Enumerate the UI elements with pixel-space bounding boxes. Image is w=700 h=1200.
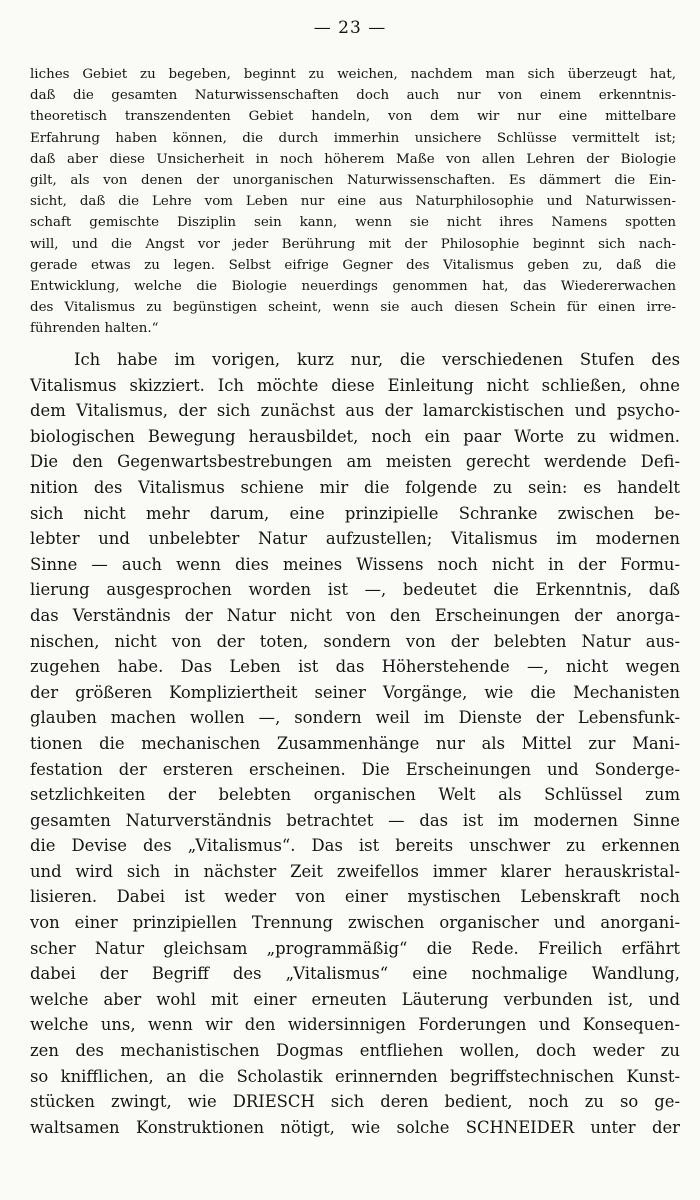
body-line: Die den Gegenwartsbestrebungen am meisten gerecht werdende Defi-	[30, 452, 680, 472]
body-line: zugehen habe. Das Leben ist das Höherstehende —, nicht wegen	[30, 657, 680, 677]
body-line: welche aber wohl mit einer erneuten Läuterung verbunden ist, und	[30, 989, 680, 1009]
quote-line: Entwicklung, welche die Biologie neuerdings genommen hat, das Wiedererwachen	[30, 278, 676, 294]
quote-line: gerade etwas zu legen. Selbst eifrige Gegner des Vitalismus geben zu, daß die	[30, 257, 676, 273]
quote-line: führenden halten.“	[30, 321, 159, 337]
body-line: zen des mechanistischen Dogmas entfliehen wollen, doch weder zu	[30, 1041, 680, 1061]
body-line: so knifflichen, an die Scholastik erinnernden begriffstechnischen Kunst-	[30, 1066, 680, 1086]
body-line: lierung ausgesprochen worden ist —, bedeutet die Erkenntnis, daß	[30, 580, 680, 600]
body-line: das Verständnis der Natur nicht von den Erscheinungen der anorga-	[30, 605, 680, 625]
body-line: der größeren Kompliziertheit seiner Vorgänge, wie die Mechanisten	[30, 682, 680, 702]
page-number: — 23 —	[313, 18, 387, 38]
quote-line: daß die gesamten Naturwissenschaften doch auch nur von einem erkenntnis-	[30, 88, 676, 104]
body-line: stücken zwingt, wie DRIESCH sich deren bedient, noch zu so ge-	[30, 1092, 680, 1112]
body-line: lisieren. Dabei ist weder von einer mystischen Lebenskraft noch	[30, 887, 680, 907]
quote-line: des Vitalismus zu begünstigen scheint, wenn sie auch diesen Schein für einen irre-	[30, 300, 676, 316]
body-line: Vitalismus skizziert. Ich möchte diese Einleitung nicht schließen, ohne	[30, 375, 680, 395]
body-line: tionen die mechanischen Zusammenhänge nur als Mittel zur Mani-	[30, 733, 680, 753]
body-line: und wird sich in nächster Zeit zweifellos immer klarer herauskristal-	[30, 861, 680, 881]
quote-line: gilt, als von denen der unorganischen Naturwissenschaften. Es dämmert die Ein-	[30, 172, 676, 188]
body-line: dem Vitalismus, der sich zunächst aus der lamarckistischen und psycho-	[30, 401, 680, 421]
body-line: nition des Vitalismus schiene mir die folgende zu sein: es handelt	[30, 477, 680, 497]
body-line: von einer prinzipiellen Trennung zwischen organischer und anorgani-	[30, 913, 680, 933]
body-line: dabei der Begriff des „Vitalismus“ eine nochmalige Wandlung,	[30, 964, 680, 984]
body-line: Sinne — auch wenn dies meines Wissens noch nicht in der Formu-	[30, 554, 680, 574]
body-line: setzlichkeiten der belebten organischen Welt als Schlüssel zum	[30, 785, 680, 805]
body-line: die Devise des „Vitalismus“. Das ist bereits unschwer zu erkennen	[30, 836, 680, 856]
quote-line: daß aber diese Unsicherheit in noch höherem Maße von allen Lehren der Biologie	[30, 151, 676, 167]
quote-line: will, und die Angst vor jeder Berührung mit der Philosophie beginnt sich nach-	[30, 236, 676, 252]
body-line: sich nicht mehr darum, eine prinzipielle Schranke zwischen be-	[30, 503, 680, 523]
quote-line: theoretisch transzendenten Gebiet handeln, von dem wir nur eine mittelbare	[30, 109, 676, 125]
body-line: waltsamen Konstruktionen nötigt, wie solche SCHNEIDER unter der	[30, 1117, 680, 1137]
body-line: glauben machen wollen —, sondern weil im Dienste der Lebensfunk-	[30, 708, 680, 728]
body-line: lebter und unbelebter Natur aufzustellen; Vitalismus im modernen	[30, 529, 680, 549]
body-line: gesamten Naturverständnis betrachtet — das ist im modernen Sinne	[30, 810, 680, 830]
quote-line: sicht, daß die Lehre vom Leben nur eine aus Naturphilosophie und Naturwissen-	[30, 194, 676, 210]
quote-line: schaft gemischte Disziplin sein kann, wenn sie nicht ihres Namens spotten	[30, 215, 676, 231]
quotation-block	[30, 64, 676, 339]
body-line: welche uns, wenn wir den widersinnigen Forderungen und Konsequen-	[30, 1015, 680, 1035]
body-line: Ich habe im vorigen, kurz nur, die verschiedenen Stufen des	[74, 350, 680, 369]
body-paragraph	[30, 347, 680, 1140]
body-line: scher Natur gleichsam „programmäßig“ die Rede. Freilich erfährt	[30, 938, 680, 958]
body-line: nischen, nicht von der toten, sondern von der belebten Natur aus-	[30, 631, 680, 651]
quote-line: liches Gebiet zu begeben, beginnt zu weichen, nachdem man sich überzeugt hat,	[30, 67, 676, 82]
quote-line: Erfahrung haben können, die durch immerhin unsichere Schlüsse vermittelt ist;	[30, 130, 676, 146]
body-line: festation der ersteren erscheinen. Die Erscheinungen und Sonderge-	[30, 759, 680, 779]
body-line: biologischen Bewegung herausbildet, noch ein paar Worte zu widmen.	[30, 426, 680, 446]
